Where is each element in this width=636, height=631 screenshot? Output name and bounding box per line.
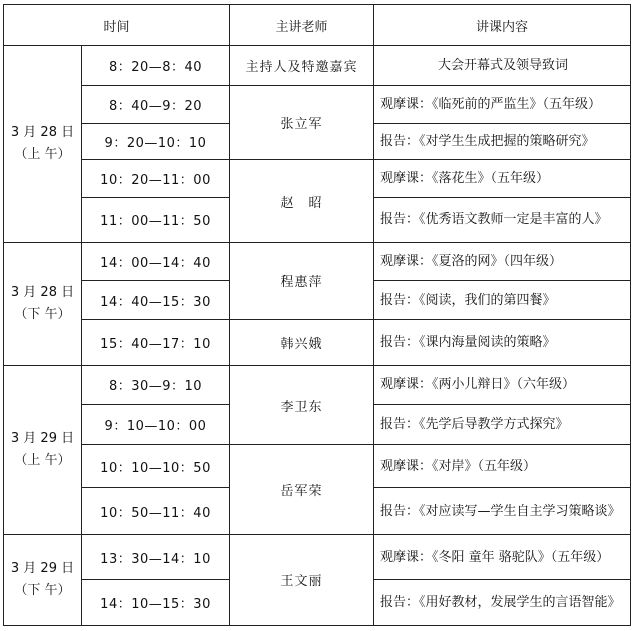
content-cell: 报告：《优秀语文教师一定是丰富的人》 bbox=[374, 197, 631, 242]
table-row bbox=[4, 366, 631, 404]
period-label: （上 午） bbox=[14, 453, 71, 469]
content-cell: 观摩课：《两小儿辩日》（六年级） bbox=[374, 366, 631, 404]
time-cell: 10：20—11：00 bbox=[82, 160, 230, 197]
header-time: 时间 bbox=[4, 5, 230, 46]
content-cell: 报告：《阅读，我们的第四餐》 bbox=[374, 281, 631, 319]
header-row bbox=[4, 5, 631, 46]
content-cell: 报告：《课内海量阅读的策略》 bbox=[374, 319, 631, 365]
date-label: 3 月 29 日 bbox=[10, 431, 75, 447]
content-cell: 观摩课：《对岸》（五年级） bbox=[374, 445, 631, 488]
time-cell: 14：10—15：30 bbox=[82, 580, 230, 626]
content-cell: 报告：《对学生生成把握的策略研究》 bbox=[374, 123, 631, 159]
teacher-cell: 主持人及特邀嘉宾 bbox=[230, 46, 374, 86]
table-row bbox=[4, 319, 631, 365]
time-cell: 8：40—9：20 bbox=[82, 86, 230, 123]
content-cell: 大会开幕式及领导致词 bbox=[374, 46, 631, 86]
period-label: （下 午） bbox=[14, 307, 71, 323]
table-row bbox=[4, 160, 631, 197]
teacher-cell: 张立军 bbox=[230, 86, 374, 160]
table-row bbox=[4, 534, 631, 579]
date-label: 3 月 28 日 bbox=[10, 285, 75, 301]
date-cell bbox=[4, 46, 82, 243]
period-label: （下 午） bbox=[14, 582, 71, 598]
time-cell: 14：40—15：30 bbox=[82, 281, 230, 319]
content-cell: 观摩课：《落花生》（五年级） bbox=[374, 160, 631, 197]
content-cell: 报告：《对应读写—学生自主学习策略谈》 bbox=[374, 488, 631, 534]
table-row bbox=[4, 445, 631, 488]
time-cell: 8：30—9：10 bbox=[82, 366, 230, 404]
header-content: 讲课内容 bbox=[374, 5, 631, 46]
time-cell: 13：30—14：10 bbox=[82, 534, 230, 579]
time-cell: 8：20—8：40 bbox=[82, 46, 230, 86]
content-cell: 报告：《先学后导教学方式探究》 bbox=[374, 404, 631, 444]
time-cell: 14：00—14：40 bbox=[82, 243, 230, 281]
period-label: （上 午） bbox=[14, 147, 71, 162]
date-label: 3 月 28 日 bbox=[10, 125, 75, 140]
content-cell: 观摩课：《夏洛的网》（四年级） bbox=[374, 243, 631, 281]
header-teacher: 主讲老师 bbox=[230, 5, 374, 46]
teacher-cell: 李卫东 bbox=[230, 366, 374, 445]
content-cell: 报告：《用好教材，发展学生的言语智能》 bbox=[374, 580, 631, 626]
teacher-cell: 程惠萍 bbox=[230, 243, 374, 320]
time-cell: 10：50—11：40 bbox=[82, 488, 230, 534]
date-cell bbox=[4, 243, 82, 366]
teacher-cell: 岳军荣 bbox=[230, 445, 374, 535]
time-cell: 10：10—10：50 bbox=[82, 445, 230, 488]
time-cell: 9：20—10：10 bbox=[82, 123, 230, 159]
schedule-table bbox=[3, 4, 631, 626]
time-cell: 9：10—10：00 bbox=[82, 404, 230, 444]
content-cell: 观摩课：《临死前的严监生》（五年级） bbox=[374, 86, 631, 123]
table-row bbox=[4, 86, 631, 123]
table-row bbox=[4, 46, 631, 86]
content-cell: 观摩课：《冬阳 童年 骆驼队》（五年级） bbox=[374, 534, 631, 579]
teacher-cell: 王文丽 bbox=[230, 534, 374, 625]
table-row bbox=[4, 243, 631, 281]
teacher-cell: 赵 昭 bbox=[230, 160, 374, 243]
date-cell bbox=[4, 366, 82, 535]
teacher-cell: 韩兴娥 bbox=[230, 319, 374, 365]
date-label: 3 月 29 日 bbox=[10, 560, 75, 576]
time-cell: 11：00—11：50 bbox=[82, 197, 230, 242]
time-cell: 15：40—17：10 bbox=[82, 319, 230, 365]
date-cell bbox=[4, 534, 82, 625]
